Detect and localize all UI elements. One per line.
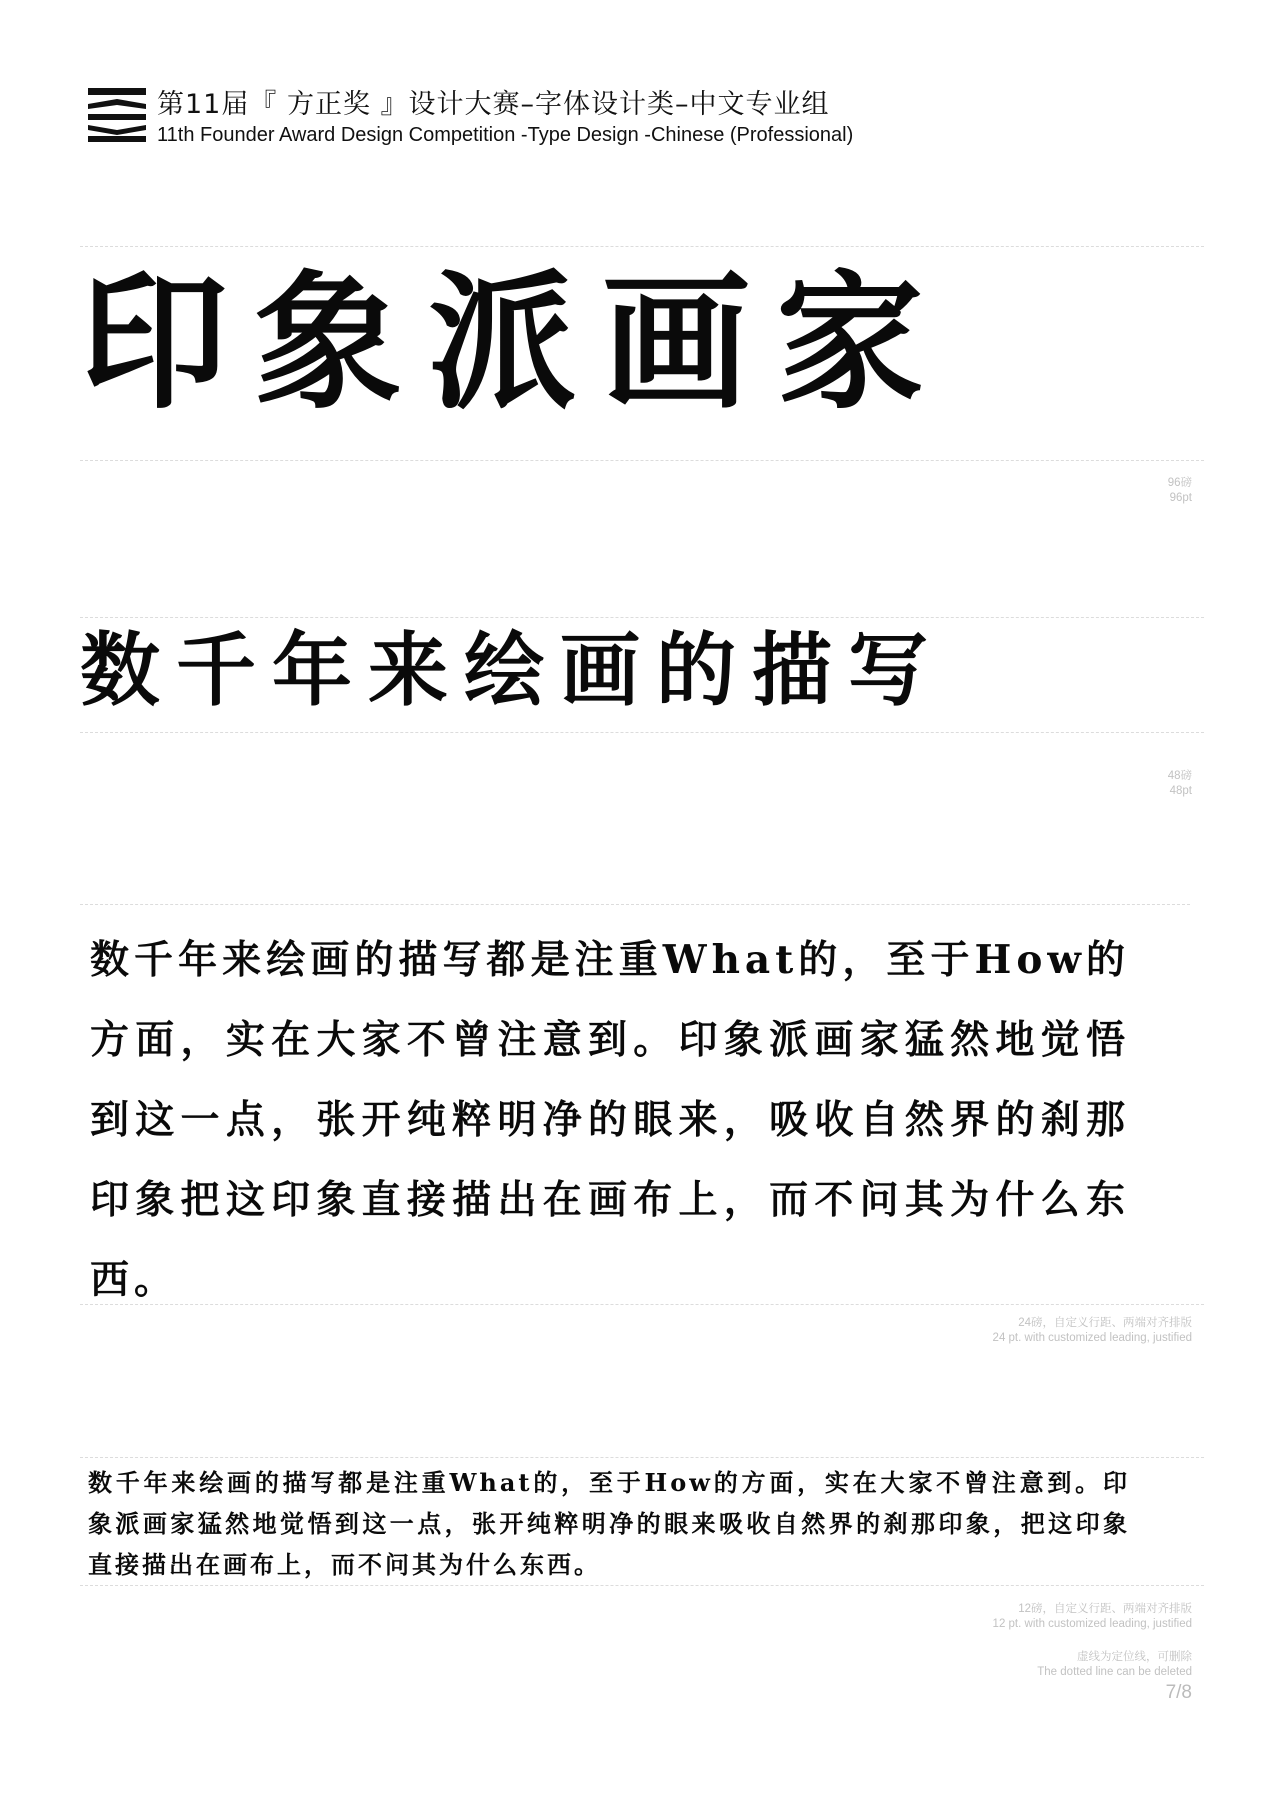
size-label-48pt xyxy=(1168,769,1192,799)
competition-subtitle: 11th Founder Award Design Competition -Type Design -Chinese (Professional) xyxy=(157,124,854,146)
size-label-zh: 96磅 xyxy=(1167,477,1192,489)
guide-line xyxy=(80,1585,1204,1586)
guide-note-zh: 虚线为定位线，可删除 xyxy=(1077,1651,1192,1663)
guide-line xyxy=(80,904,1190,905)
guide-line xyxy=(80,1304,1204,1305)
guide-note-en: The dotted line can be deleted xyxy=(1037,1666,1192,1678)
sample-96pt: 印象派画家 xyxy=(80,255,950,429)
size-label-zh: 24磅，自定义行距、两端对齐排版 xyxy=(1018,1317,1192,1329)
guide-line xyxy=(80,732,1204,733)
guide-line xyxy=(80,1457,1204,1458)
size-label-zh: 48磅 xyxy=(1167,770,1192,782)
size-label-96pt xyxy=(1168,476,1192,506)
sample-48pt: 数千年来绘画的描写 xyxy=(80,623,944,717)
size-label-zh: 12磅，自定义行距、两端对齐排版 xyxy=(1018,1603,1192,1615)
size-label-en: 12 pt. with customized leading, justified xyxy=(992,1618,1192,1630)
founder-logo-icon xyxy=(88,88,146,142)
size-label-en: 48pt xyxy=(1169,785,1192,797)
size-label-24pt xyxy=(993,1316,1192,1346)
guide-line xyxy=(80,460,1204,461)
competition-title: 第11届『 方正奖 』设计大赛–字体设计类–中文专业组 xyxy=(157,89,830,120)
size-label-12pt xyxy=(993,1602,1192,1632)
guide-line-note xyxy=(1037,1650,1192,1680)
page-number: 7/8 xyxy=(1165,1682,1192,1703)
size-label-en: 24 pt. with customized leading, justified xyxy=(992,1332,1192,1344)
sample-24pt-paragraph: 数千年来绘画的描写都是注重What的，至于How的方面，实在大家不曾注意到。印象派画家猛然地觉悟到这一点，张开纯粹明净的眼来，吸收自然界的刹那印象把这印象直接描出在画布上，而不问其为什么东西。 xyxy=(90,937,1130,1303)
sample-12pt-paragraph: 数千年来绘画的描写都是注重What的，至于How的方面，实在大家不曾注意到。印象派画家猛然地觉悟到这一点，张开纯粹明净的眼来吸收自然界的刹那印象，把这印象直接描出在画布上，而不问其为什么东西。 xyxy=(88,1468,1130,1579)
size-label-en: 96pt xyxy=(1169,492,1192,504)
